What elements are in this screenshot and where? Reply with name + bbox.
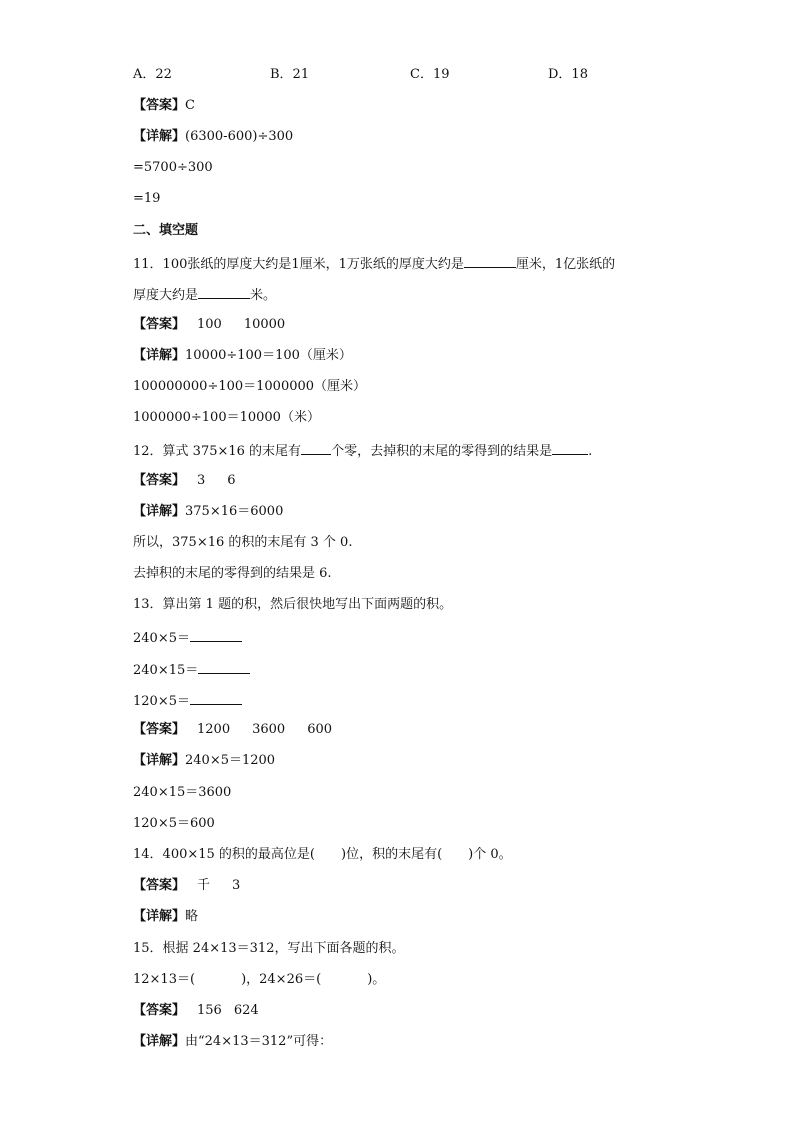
answer-label: 【答案】: [133, 473, 186, 488]
option-d: D．18: [548, 67, 588, 82]
q15-text-1: 12×13＝(: [133, 972, 196, 987]
q15-stem: 15．根据 24×13＝312，写出下面各题的积。: [133, 941, 405, 956]
q12-blank-2[interactable]: [552, 441, 588, 455]
detail-label: 【详解】: [133, 504, 186, 519]
q12-blank-1[interactable]: [301, 441, 331, 455]
detail-label: 【详解】: [133, 129, 186, 144]
q10-detail-line: =5700÷300: [133, 160, 213, 175]
detail-label: 【详解】: [133, 753, 186, 768]
answer-value: C: [185, 98, 195, 113]
q13-detail-line: 240×15＝3600: [133, 785, 232, 800]
q13-stem: 13．算出第 1 题的积，然后很快地写出下面两题的积。: [133, 597, 453, 612]
q11-text-1: 11．100张纸的厚度大约是1厘米，1万张纸的厚度大约是: [133, 257, 464, 272]
detail-text: 375×16＝6000: [185, 504, 284, 519]
q12-text-1: 12．算式 375×16 的末尾有: [133, 444, 302, 459]
option-b: B．21: [270, 67, 310, 82]
section-title: 二、填空题: [133, 223, 199, 238]
q11-text-3: 厚度大约是: [133, 288, 199, 303]
q11-stem: [133, 254, 615, 274]
q13-blank[interactable]: [190, 691, 242, 705]
answer-value: 3: [197, 473, 206, 488]
q13-item: [133, 628, 242, 648]
detail-label: 【详解】: [133, 348, 186, 363]
q10-answer: [133, 97, 195, 115]
q12-answer: [133, 472, 236, 490]
q12-detail: [133, 503, 283, 521]
q10-detail-line: =19: [133, 191, 161, 206]
q12-text-3: .: [588, 444, 593, 459]
detail-text: 略: [185, 909, 199, 924]
q11-blank-1[interactable]: [464, 254, 516, 268]
q13-answer: [133, 721, 332, 739]
answer-value: 10000: [243, 317, 286, 332]
q13-item-text: 120×5＝: [133, 694, 190, 709]
detail-label: 【详解】: [133, 1034, 186, 1049]
q10-detail: [133, 128, 293, 146]
q15-detail: [133, 1033, 332, 1051]
answer-label: 【答案】: [133, 98, 186, 113]
q11-stem-cont: [133, 285, 276, 305]
option-a: A．22: [133, 67, 172, 82]
q14-answer: [133, 877, 240, 895]
answer-value: 156: [197, 1003, 222, 1018]
answer-label: 【答案】: [133, 722, 186, 737]
answer-label: 【答案】: [133, 1003, 186, 1018]
q12-detail-line: 去掉积的末尾的零得到的结果是 6.: [133, 566, 332, 581]
answer-label: 【答案】: [133, 878, 186, 893]
q15-answer: [133, 1002, 259, 1020]
detail-text: 10000÷100＝100（厘米）: [185, 348, 352, 363]
q13-blank[interactable]: [190, 628, 242, 642]
q13-item: [133, 660, 250, 680]
answer-value: 100: [197, 317, 222, 332]
detail-label: 【详解】: [133, 909, 186, 924]
option-c: C．19: [410, 67, 450, 82]
q15-text-3: )。: [367, 972, 386, 987]
detail-text: 由“24×13＝312”可得：: [185, 1034, 333, 1049]
answer-value: 6: [227, 473, 236, 488]
q11-detail-line: 1000000÷100＝10000（米）: [133, 410, 320, 425]
q13-item: [133, 691, 242, 711]
q14-detail: [133, 908, 198, 926]
q11-text-4: 米。: [250, 288, 277, 303]
detail-text: (6300-600)÷300: [185, 129, 294, 144]
q12-stem: [133, 441, 592, 461]
q14-text-2: )位，积的末尾有(: [341, 847, 443, 862]
answer-value: 3: [232, 878, 241, 893]
q14-text-1: 14．400×15 的积的最高位是(: [133, 847, 315, 862]
q15-items: [133, 971, 385, 989]
q13-blank[interactable]: [198, 660, 250, 674]
q11-text-2: 厘米，1亿张纸的: [515, 257, 616, 272]
q13-detail-line: 120×5＝600: [133, 816, 215, 831]
answer-label: 【答案】: [133, 317, 186, 332]
answer-value: 600: [307, 722, 333, 737]
q14-stem: [133, 846, 512, 864]
detail-text: 240×5＝1200: [185, 753, 276, 768]
q12-text-2: 个零，去掉积的末尾的零得到的结果是: [331, 444, 553, 459]
q13-item-text: 240×5＝: [133, 631, 190, 646]
answer-value: 1200: [197, 722, 231, 737]
q11-answer: [133, 316, 285, 334]
q13-item-text: 240×15＝: [133, 663, 199, 678]
q11-blank-2[interactable]: [198, 285, 250, 299]
q11-detail: [133, 347, 352, 365]
answer-value: 3600: [252, 722, 286, 737]
answer-value: 千: [197, 878, 211, 893]
q12-detail-line: 所以，375×16 的积的末尾有 3 个 0.: [133, 535, 353, 550]
q11-detail-line: 100000000÷100＝1000000（厘米）: [133, 379, 367, 394]
answer-value: 624: [233, 1003, 259, 1018]
q15-text-2: )，24×26＝(: [241, 972, 322, 987]
q13-detail: [133, 752, 275, 770]
q14-text-3: )个 0。: [468, 847, 512, 862]
